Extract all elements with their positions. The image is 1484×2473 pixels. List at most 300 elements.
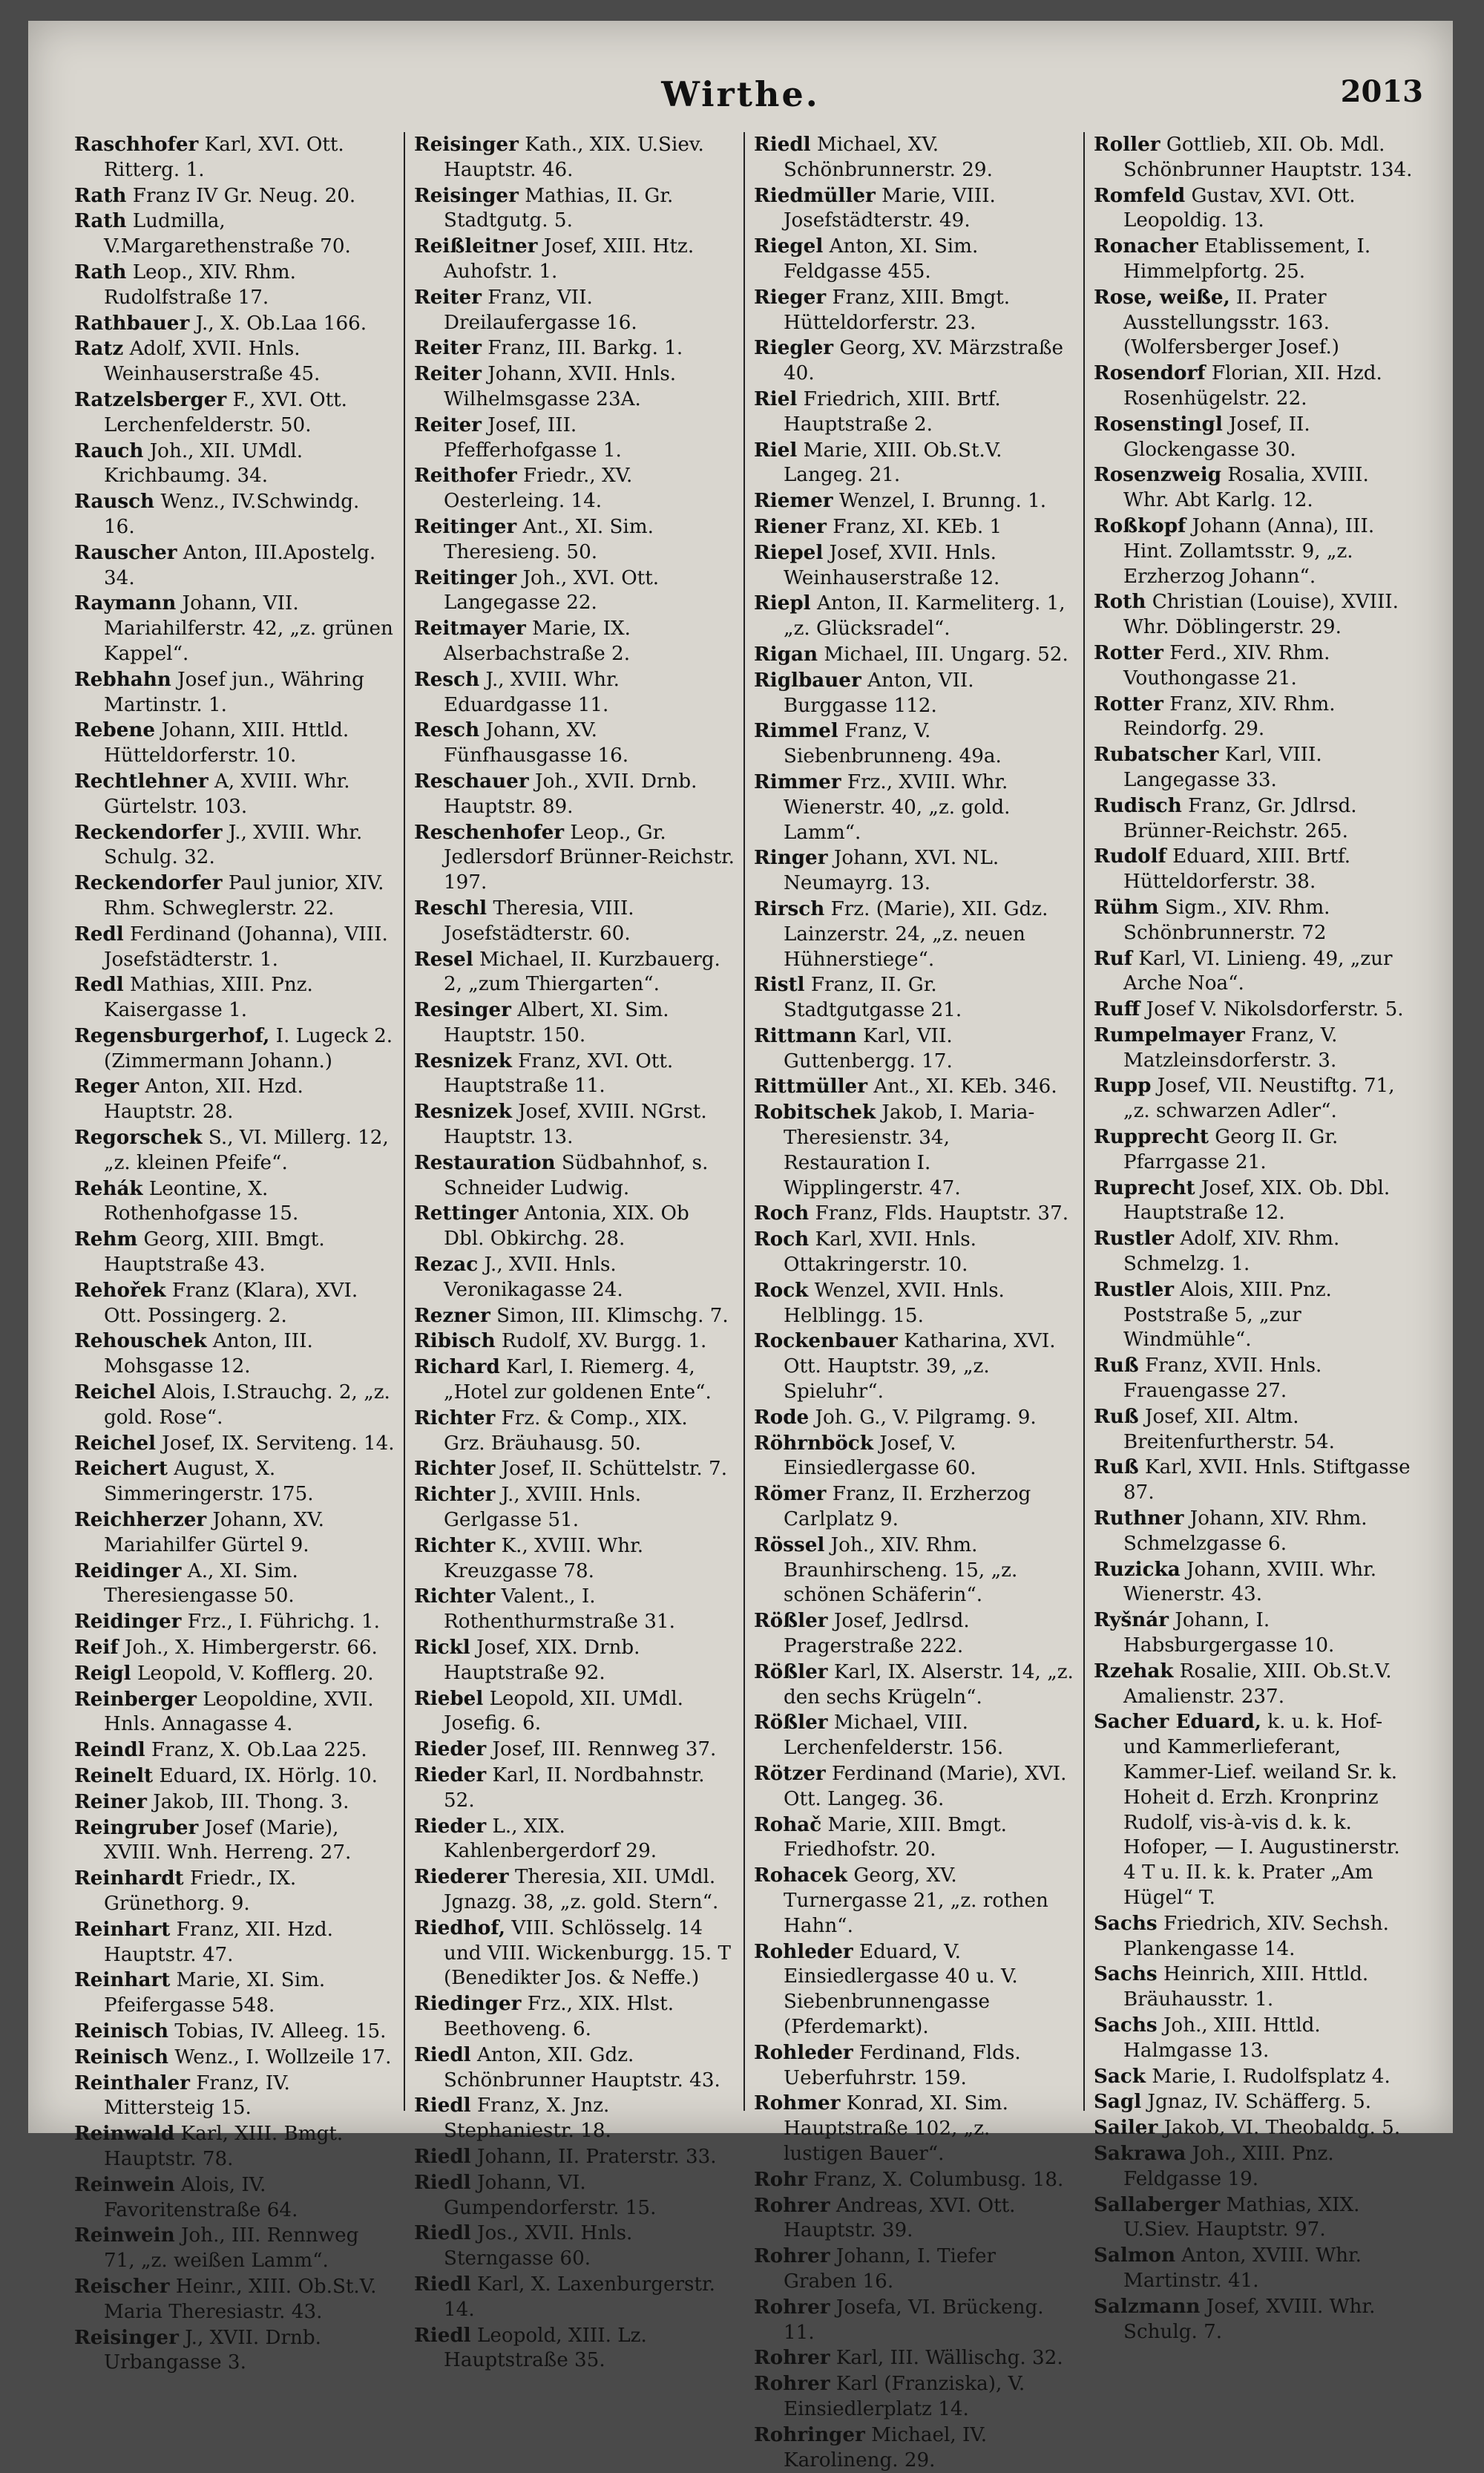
entry-name: Rittmann <box>754 1023 857 1047</box>
directory-entry <box>1094 462 1414 514</box>
entry-name: Sakrawa <box>1094 2141 1186 2165</box>
entry-details: Ant., XI. Sim. Theresieng. 50. <box>444 515 654 563</box>
entry-details: Anton, XI. Sim. Feldgasse 455. <box>784 235 979 283</box>
directory-entry <box>754 514 1074 540</box>
directory-entry <box>754 2371 1074 2423</box>
entry-details: k. u. k. Hof- und Kammerlieferant, Kammer-Lief. weiland Sr. k. Hoheit d. Erzh. Kronprinz Rudolf, vis-à-vis d. k. k. Hofoper, — I. Augustinerstr. 4 T u. II. k. k. Prater „Am Hügel“ T. <box>1123 1711 1400 1909</box>
entry-name: Ribisch <box>414 1329 496 1353</box>
entry-name: Rittmüller <box>754 1075 868 1098</box>
entry-details: Franz IV Gr. Neug. 20. <box>132 184 356 207</box>
directory-entry <box>414 335 735 361</box>
entry-details: Joh., XIII. Httld. Halmgasse 13. <box>1123 2014 1321 2062</box>
entry-name: Riederer <box>414 1865 509 1889</box>
directory-entry <box>754 1481 1074 1533</box>
entry-details: Johann, XVII. Hnls. Wilhelmsgasse 23A. <box>444 363 677 410</box>
entry-details: Josef, VII. Neustiftg. 71, „z. schwarzen Adler“. <box>1123 1075 1395 1123</box>
entry-details: Frz., XVIII. Whr. Wienerstr. 40, „z. gold. Lamm“. <box>784 770 1011 844</box>
entry-details: Wenzel, XVII. Hnls. Helblingg. 15. <box>784 1279 1005 1327</box>
column-2 <box>405 132 745 2372</box>
entry-details: Josef, V. Einsiedlergasse 60. <box>784 1432 976 1480</box>
entry-name: Riedl <box>414 2144 471 2168</box>
entry-details: Alois, IV. Favoritenstraße 64. <box>104 2173 298 2221</box>
directory-entry <box>74 1023 395 1075</box>
entry-details: Karl, XVI. Ott. Ritterg. 1. <box>104 134 344 181</box>
directory-entry <box>414 1150 735 1202</box>
entry-details: Karl, III. Wällischg. 32. <box>835 2347 1063 2370</box>
entry-details: Gustav, XVI. Ott. Leopoldig. 13. <box>1123 184 1356 232</box>
directory-entry <box>1094 132 1414 183</box>
entry-name: Riel <box>754 387 798 410</box>
directory-entry <box>754 540 1074 592</box>
entry-details: Anton, III. Mohsgasse 12. <box>104 1330 313 1378</box>
entry-name: Riedl <box>414 2170 471 2194</box>
entry-name: Reischer <box>74 2274 170 2298</box>
entry-name: Ruzicka <box>1094 1557 1181 1581</box>
entry-details: Johann, XIII. Httld. Hütteldorferstr. 10. <box>104 719 349 767</box>
entry-details: Marie, XI. Sim. Pfeifergasse 548. <box>104 1969 326 2017</box>
directory-entry <box>74 2071 395 2122</box>
entry-name: Rezner <box>414 1303 490 1327</box>
entry-details: Josefa, VI. Brückeng. 11. <box>784 2296 1044 2344</box>
entry-name: Rausch <box>74 490 155 514</box>
entry-details: Joh. G., V. Pilgramg. 9. <box>815 1406 1037 1429</box>
directory-entry <box>754 1278 1074 1329</box>
directory-entry <box>74 439 395 490</box>
entry-name: Riegel <box>754 235 824 258</box>
entry-name: Rathbauer <box>74 311 190 335</box>
entry-details: Josef, II. Glockengasse 30. <box>1123 413 1310 461</box>
directory-entry <box>74 1866 395 1917</box>
entry-name: Rotter <box>1094 641 1163 664</box>
directory-entry <box>74 311 395 337</box>
directory-entry <box>74 2274 395 2325</box>
entry-name: Riedl <box>414 2043 471 2066</box>
directory-entry <box>754 1227 1074 1278</box>
directory-entry <box>74 922 395 973</box>
entry-name: Reigl <box>74 1661 131 1685</box>
entry-details: Etablissement, I. Himmelpfortg. 25. <box>1123 235 1371 283</box>
entry-details: Rosalia, XVIII. Whr. Abt Karlg. 12. <box>1123 464 1369 512</box>
entry-name: Rockenbauer <box>754 1329 898 1353</box>
entry-details: Johann, I. Habsburgergasse 10. <box>1123 1609 1335 1657</box>
directory-entry <box>754 770 1074 845</box>
directory-entry <box>74 183 395 209</box>
directory-entry <box>1094 1455 1414 1506</box>
directory-entry <box>1094 946 1414 998</box>
directory-entry <box>1094 285 1414 361</box>
entry-name: Riglbauer <box>754 668 861 692</box>
entry-name: Rohr <box>754 2167 808 2191</box>
entry-name: Sachs <box>1094 1911 1158 1935</box>
entry-details: Jos., XVII. Hnls. Sterngasse 60. <box>444 2222 633 2270</box>
entry-name: Restauration <box>414 1150 556 1174</box>
directory-entry <box>1094 2064 1414 2090</box>
entry-name: Reif <box>74 1636 119 1660</box>
entry-name: Rosenstingl <box>1094 412 1223 436</box>
directory-entry <box>74 1380 395 1431</box>
entry-details: J., XVII. Drnb. Urbangasse 3. <box>104 2326 322 2374</box>
entry-name: Rigan <box>754 642 818 666</box>
directory-entry <box>414 234 735 285</box>
entry-name: Resnizek <box>414 1049 512 1072</box>
directory-entry <box>1094 1023 1414 1074</box>
entry-details: Kath., XIX. U.Siev. Hauptstr. 46. <box>444 134 704 181</box>
directory-entry <box>74 1227 395 1278</box>
directory-entry <box>414 769 735 820</box>
entry-name: Roller <box>1094 133 1160 156</box>
entry-details: Karl, XIII. Bmgt. Hauptstr. 78. <box>104 2123 344 2170</box>
directory-entry <box>754 1201 1074 1227</box>
entry-details: Leopold, XII. UMdl. Josefig. 6. <box>444 1687 683 1735</box>
directory-entry <box>74 1278 395 1329</box>
entry-details: Eduard, IX. Hörlg. 10. <box>159 1765 378 1787</box>
entry-details: F., XVI. Ott. Lerchenfelderstr. 50. <box>104 388 347 436</box>
directory-entry <box>754 1608 1074 1660</box>
entry-name: Riegler <box>754 336 834 360</box>
entry-name: Rauch <box>74 439 144 462</box>
directory-entry <box>754 1863 1074 1939</box>
entry-name: Riedinger <box>414 1992 522 2016</box>
entry-details: Frz., XIX. Hlst. Beethoveng. 6. <box>444 1993 674 2040</box>
entry-name: Rode <box>754 1405 810 1429</box>
directory-entry <box>1094 1073 1414 1124</box>
directory-entry <box>414 1303 735 1329</box>
entry-name: Reitinger <box>414 566 517 589</box>
directory-entry <box>414 285 735 336</box>
entry-details: Karl (Franziska), V. Einsiedlerplatz 14. <box>784 2373 1025 2420</box>
entry-name: Riener <box>754 514 827 538</box>
entry-details: I. Lugeck 2. (Zimmermann Johann.) <box>104 1024 393 1072</box>
directory-entry <box>754 1939 1074 2040</box>
entry-details: Johann, XVIII. Whr. Wienerstr. 43. <box>1123 1558 1377 1606</box>
entry-details: Johann, XV. Mariahilfer Gürtel 9. <box>104 1509 324 1556</box>
entry-name: Reiter <box>414 362 482 386</box>
entry-details: Jakob, III. Thong. 3. <box>153 1790 349 1813</box>
directory-entry <box>754 1533 1074 1608</box>
directory-entry <box>754 132 1074 183</box>
directory-entry <box>414 2144 735 2170</box>
entry-details: Josef, Jedlrsd. Pragerstraße 222. <box>784 1610 970 1658</box>
entry-name: Reisinger <box>74 2325 179 2349</box>
entry-details: Südbahnhof, s. Schneider Ludwig. <box>444 1151 709 1199</box>
directory-entry <box>754 668 1074 719</box>
entry-name: Rößler <box>754 1609 828 1633</box>
entry-name: Rzehak <box>1094 1659 1174 1683</box>
directory-entry <box>754 2193 1074 2244</box>
entry-name: Rohleder <box>754 1939 853 1963</box>
entry-details: Joh., XVI. Ott. Langegasse 22. <box>444 566 660 615</box>
directory-entry <box>414 667 735 718</box>
directory-entry <box>414 1533 735 1585</box>
entry-name: Reisinger <box>414 133 519 156</box>
directory-entry <box>1094 793 1414 845</box>
entry-details: Franz, VII. Dreilaufergasse 16. <box>444 286 637 334</box>
entry-details: Josef, XVIII. Whr. Schulg. 7. <box>1123 2295 1376 2343</box>
entry-name: Ristl <box>754 973 805 997</box>
entry-name: Roth <box>1094 590 1146 614</box>
directory-entry <box>754 1431 1074 1482</box>
directory-entry <box>414 1763 735 1814</box>
entry-details: Josef, XIX. Drnb. Hauptstraße 92. <box>444 1637 640 1684</box>
entry-name: Reinelt <box>74 1764 154 1787</box>
entry-details: Josef, IX. Serviteng. 14. <box>162 1432 395 1455</box>
directory-entry <box>1094 361 1414 412</box>
entry-details: Franz, XII. Hzd. Hauptstr. 47. <box>104 1918 333 1966</box>
entry-details: Theresia, XII. UMdl. Jgnazg. 38, „z. gold. Stern“. <box>444 1866 719 1913</box>
entry-details: Karl, VIII. Langegasse 33. <box>1123 744 1322 791</box>
directory-entry <box>74 2172 395 2224</box>
entry-details: Heinr., XIII. Ob.St.V. Maria Theresiastr. 43. <box>104 2275 377 2323</box>
directory-entry <box>74 769 395 820</box>
entry-details: Franz, X. Jnz. Stephaniestr. 18. <box>444 2094 611 2143</box>
directory-entry <box>414 463 735 514</box>
directory-entry <box>414 1814 735 1865</box>
entry-name: Richter <box>414 1406 496 1429</box>
entry-details: Franz, X. Columbusg. 18. <box>813 2168 1064 2191</box>
entry-name: Rohrer <box>754 2295 830 2319</box>
entry-name: Rohrer <box>754 2193 830 2217</box>
directory-entry <box>74 2223 395 2274</box>
entry-name: Reithofer <box>414 464 517 488</box>
directory-entry <box>1094 1124 1414 1176</box>
entry-details: Josef, XIX. Ob. Dbl. Hauptstraße 12. <box>1123 1176 1391 1225</box>
entry-details: Ferdinand, Flds. Ueberfuhrstr. 159. <box>784 2041 1021 2089</box>
directory-entry <box>74 1329 395 1380</box>
directory-entry <box>74 540 395 592</box>
directory-entry <box>754 234 1074 285</box>
entry-name: Ringer <box>754 846 828 870</box>
directory-entry <box>74 1763 395 1789</box>
directory-entry <box>1094 514 1414 589</box>
entry-columns <box>65 132 1423 2472</box>
directory-entry <box>754 2345 1074 2371</box>
entry-name: Raschhofer <box>74 133 199 156</box>
directory-entry <box>74 1789 395 1815</box>
entry-details: Anton, III.Apostelg. 34. <box>104 541 376 589</box>
directory-entry <box>1094 1557 1414 1608</box>
entry-details: J., X. Ob.Laa 166. <box>195 312 367 335</box>
entry-name: Reinwein <box>74 2172 175 2196</box>
directory-entry <box>74 1815 395 1867</box>
entry-name: Sailer <box>1094 2116 1158 2140</box>
entry-name: Riedl <box>754 133 811 156</box>
column-3 <box>745 132 1085 2472</box>
entry-details: Johann, XVI. NL. Neumayrg. 13. <box>784 847 999 895</box>
entry-name: Resnizek <box>414 1100 512 1124</box>
entry-name: Sachs <box>1094 1962 1158 1986</box>
entry-details: Joh., III. Rennweg 71, „z. weißen Lamm“. <box>104 2224 359 2273</box>
entry-details: Mathias, XIX. U.Siev. Hauptstr. 97. <box>1123 2193 1360 2241</box>
directory-entry <box>414 1329 735 1355</box>
entry-name: Regorschek <box>74 1126 203 1150</box>
entry-name: Reinhart <box>74 1968 171 1992</box>
directory-entry <box>1094 1962 1414 2013</box>
entry-details: Karl, II. Nordbahnstr. 52. <box>444 1764 705 1812</box>
directory-entry <box>754 1329 1074 1404</box>
entry-details: Johann, XIV. Rhm. Schmelzgasse 6. <box>1123 1507 1368 1555</box>
directory-entry <box>74 591 395 666</box>
directory-entry <box>74 1125 395 1176</box>
entry-name: Rebhahn <box>74 667 171 691</box>
entry-name: Rubatscher <box>1094 743 1219 767</box>
entry-details: Leopold, V. Kofflerg. 20. <box>137 1662 374 1685</box>
directory-entry <box>414 947 735 998</box>
entry-details: Franz (Klara), XVI. Ott. Possingerg. 2. <box>104 1279 358 1327</box>
entry-name: Rohacek <box>754 1864 847 1887</box>
entry-name: Rickl <box>414 1636 470 1660</box>
entry-name: Rößler <box>754 1660 828 1683</box>
entry-name: Reinisch <box>74 2019 169 2043</box>
entry-details: Franz, II. Gr. Stadtgutgasse 21. <box>784 974 962 1022</box>
entry-details: Anton, VII. Burggasse 112. <box>784 669 974 717</box>
directory-entry <box>74 2325 395 2377</box>
directory-entry <box>74 718 395 769</box>
entry-name: Rehořek <box>74 1278 166 1302</box>
directory-entry <box>754 2040 1074 2092</box>
directory-entry <box>414 1099 735 1150</box>
entry-name: Rettinger <box>414 1202 519 1225</box>
directory-entry <box>74 336 395 387</box>
directory-entry <box>1094 1506 1414 1557</box>
directory-entry <box>414 2221 735 2272</box>
directory-entry <box>74 1661 395 1687</box>
entry-details: Karl, X. Laxenburgerstr. 14. <box>444 2273 715 2321</box>
entry-name: Reinisch <box>74 2045 169 2069</box>
entry-name: Rieder <box>414 1814 487 1838</box>
entry-name: Resch <box>414 667 480 691</box>
entry-details: J., XVIII. Whr. Schulg. 32. <box>104 821 363 869</box>
directory-entry <box>74 2045 395 2071</box>
entry-name: Riel <box>754 438 798 462</box>
entry-details: Valent., I. Rothenthurmstraße 31. <box>444 1585 675 1634</box>
entry-name: Rock <box>754 1278 809 1302</box>
entry-details: Jgnaz, IV. Schäfferg. 5. <box>1147 2091 1372 2114</box>
entry-details: Simon, III. Klimschg. 7. <box>496 1304 729 1327</box>
directory-entry <box>754 718 1074 770</box>
directory-entry <box>414 1916 735 1991</box>
directory-entry <box>1094 1709 1414 1910</box>
entry-details: Karl, VI. Linieng. 49, „zur Arche Noa“. <box>1123 947 1393 995</box>
directory-entry <box>1094 2141 1414 2192</box>
directory-entry <box>754 1761 1074 1812</box>
directory-entry <box>754 2423 1074 2473</box>
entry-details: Franz, II. Erzherzog Carlplatz 9. <box>784 1483 1031 1531</box>
directory-entry <box>414 1864 735 1916</box>
directory-entry <box>414 132 735 183</box>
directory-entry <box>74 132 395 183</box>
entry-name: Riebel <box>414 1686 484 1710</box>
entry-name: Rieder <box>414 1763 487 1786</box>
entry-name: Redl <box>74 922 124 946</box>
directory-entry <box>414 998 735 1049</box>
entry-details: L., XIX. Kahlenbergerdorf 29. <box>444 1815 657 1863</box>
entry-details: Leop., Gr. Jedlersdorf Brünner-Reichstr. 197. <box>444 821 735 894</box>
directory-entry <box>414 2272 735 2323</box>
entry-details: Franz, IV. Mittersteig 15. <box>104 2071 290 2120</box>
entry-details: Michael, VIII. Lerchenfelderstr. 156. <box>784 1712 1004 1760</box>
entry-details: Konrad, XI. Sim. Hauptstraße 102, „z. lustigen Bauer“. <box>784 2092 1008 2165</box>
directory-entry <box>414 1456 735 1482</box>
entry-details: Alois, XIII. Pnz. Poststraße 5, „zur Windmühle“. <box>1123 1278 1332 1352</box>
directory-entry <box>1094 1176 1414 1227</box>
entry-name: Salmon <box>1094 2244 1176 2267</box>
directory-entry <box>74 260 395 311</box>
entry-name: Riedmüller <box>754 183 876 207</box>
entry-details: Marie, XIII. Ob.St.V. Langeg. 21. <box>784 439 1002 487</box>
directory-entry <box>74 820 395 871</box>
entry-details: Johann, XV. Fünfhausgasse 16. <box>444 719 629 767</box>
entry-name: Reinwald <box>74 2122 175 2146</box>
directory-entry <box>1094 692 1414 743</box>
entry-details: Franz, X. Ob.Laa 225. <box>151 1739 367 1762</box>
entry-details: A., XI. Sim. Theresiengasse 50. <box>104 1559 298 1608</box>
entry-details: Albert, XI. Sim. Hauptstr. 150. <box>444 999 669 1046</box>
directory-entry <box>1094 234 1414 285</box>
entry-name: Reichel <box>74 1380 156 1404</box>
entry-name: Salzmann <box>1094 2294 1201 2318</box>
entry-name: Roch <box>754 1202 810 1225</box>
entry-details: J., XVIII. Whr. Eduardgasse 11. <box>444 668 620 716</box>
entry-name: Rosenzweig <box>1094 463 1222 487</box>
directory-entry <box>414 1635 735 1686</box>
entry-name: Ryšnár <box>1094 1608 1169 1632</box>
entry-details: Adolf, XIV. Rhm. Schmelzg. 1. <box>1123 1228 1340 1276</box>
entry-details: Tobias, IV. Alleeg. 15. <box>174 2020 387 2043</box>
entry-details: Frz. (Marie), XII. Gdz. Lainzerstr. 24, „z. neuen Hühnerstiege“. <box>784 897 1048 971</box>
entry-name: Sallaberger <box>1094 2192 1221 2216</box>
entry-details: Anton, XII. Gdz. Schönbrunner Hauptstr. 43. <box>444 2043 720 2092</box>
entry-details: J., XVIII. Hnls. Gerlgasse 51. <box>444 1484 642 1532</box>
entry-name: Reiner <box>74 1789 147 1813</box>
directory-entry <box>754 845 1074 897</box>
directory-entry <box>414 2170 735 2221</box>
entry-details: Georg, XV. Märzstraße 40. <box>784 337 1063 385</box>
entry-details: Heinrich, XIII. Httld. Bräuhausstr. 1. <box>1123 1963 1369 2011</box>
entry-name: Rötzer <box>754 1762 826 1785</box>
entry-name: Rath <box>74 183 127 207</box>
entry-name: Reiter <box>414 336 482 360</box>
entry-details: Anton, XVIII. Whr. Martinstr. 41. <box>1123 2244 1362 2292</box>
entry-name: Ruprecht <box>1094 1176 1195 1199</box>
entry-details: Georg, XIII. Bmgt. Hauptstraße 43. <box>104 1228 325 1277</box>
entry-details: Theresia, VIII. Josefstädterstr. 60. <box>444 897 634 945</box>
entry-details: K., XVIII. Whr. Kreuzgasse 78. <box>444 1534 644 1582</box>
directory-entry <box>414 1252 735 1303</box>
entry-details: Wenz., I. Wollzeile 17. <box>174 2045 392 2069</box>
entry-name: Ruf <box>1094 946 1133 970</box>
entry-name: Rieder <box>414 1737 487 1761</box>
page-header <box>28 74 1453 126</box>
entry-name: Rehák <box>74 1176 143 1200</box>
entry-name: Richter <box>414 1533 496 1557</box>
entry-details: Karl, IX. Alserstr. 14, „z. den sechs Krügeln“. <box>784 1660 1074 1709</box>
entry-details: Johann, I. Tiefer Graben 16. <box>784 2245 997 2293</box>
entry-name: Reschauer <box>414 769 529 793</box>
entry-name: Resch <box>414 718 480 742</box>
entry-name: Reidinger <box>74 1610 182 1634</box>
directory-entry <box>414 896 735 947</box>
directory-entry <box>74 489 395 540</box>
entry-details: Leopoldine, XVII. Hnls. Annagasse 4. <box>104 1688 374 1736</box>
running-title: Wirthe. <box>661 74 820 114</box>
directory-entry <box>1094 183 1414 235</box>
entry-details: Michael, IV. Karolineng. 29. <box>784 2423 988 2472</box>
entry-details: Marie, VIII. Josefstädterstr. 49. <box>784 184 996 232</box>
entry-details: Josef, XVIII. NGrst. Hauptstr. 13. <box>444 1101 707 1149</box>
entry-details: Franz, Flds. Hauptstr. 37. <box>815 1202 1069 1225</box>
entry-name: Ratzelsberger <box>74 387 227 411</box>
directory-entry <box>74 871 395 922</box>
